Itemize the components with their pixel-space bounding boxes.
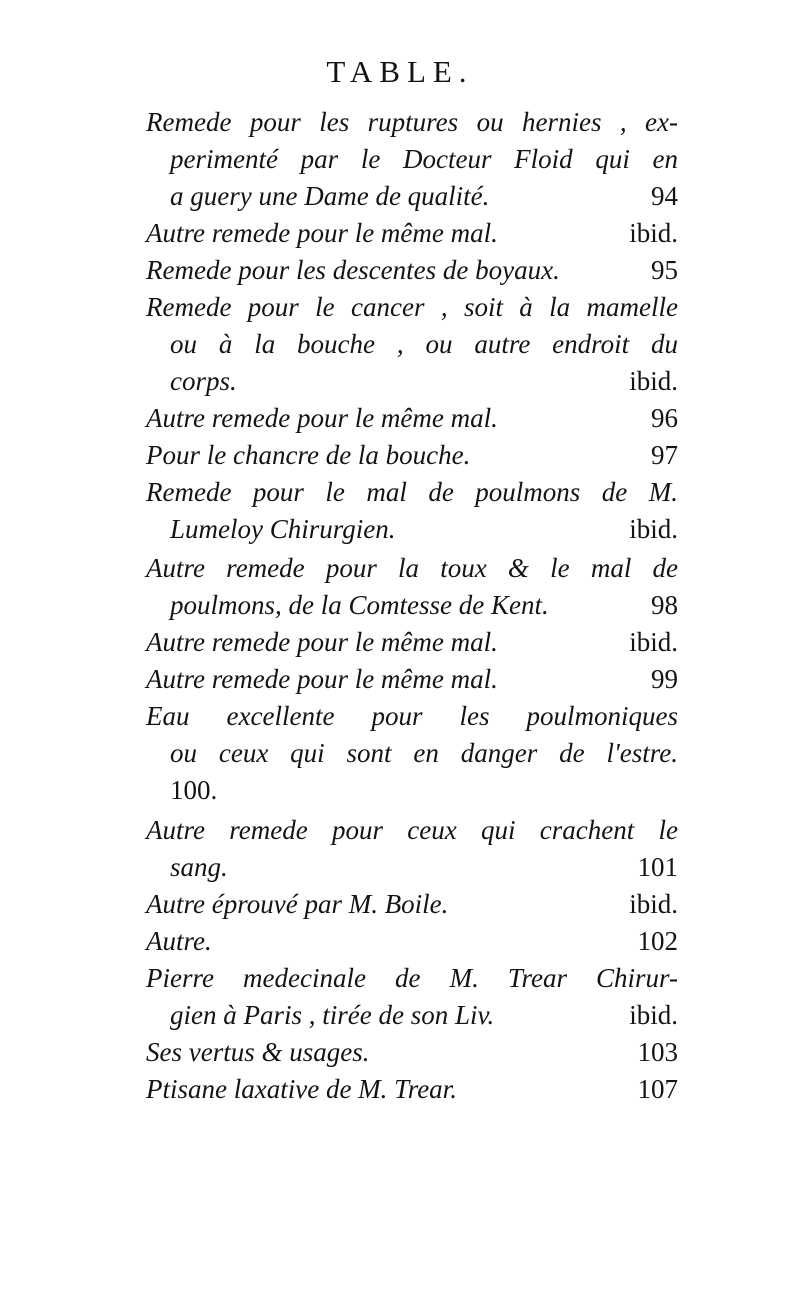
index-entry [146,215,678,251]
index-entry [146,661,678,697]
entry-text: Autre remede pour ceux qui crachent le [146,815,678,845]
entry-text: ou à la bouche , ou autre endroit du [170,329,678,359]
entry-page-number: 99 [651,664,678,694]
entry-page-number: ibid. [629,514,678,544]
index-entry [146,960,678,996]
entry-page-number: 98 [651,590,678,620]
entry-text: perimenté par le Docteur Floid qui en [170,144,678,174]
entry-page-number: 107 [637,1074,678,1104]
index-entry [170,849,678,885]
index-entry [146,474,678,510]
entry-page-number: 100. [170,775,218,805]
index-entry [170,997,678,1033]
entry-text: Ptisane laxative de M. Trear. [146,1074,457,1104]
entry-page-number: 103 [637,1037,678,1067]
entry-text: Autre remede pour le même mal. [146,218,498,248]
entry-text: sang. [170,852,228,882]
index-entry [170,735,678,771]
entry-page-number: 96 [651,403,678,433]
entry-text: poulmons, de la Comtesse de Kent. [170,590,549,620]
entry-page-number: 102 [637,926,678,956]
entry-text: Remede pour le mal de poulmons de M. [146,477,678,507]
index-entry [146,923,678,959]
index-entry [146,624,678,660]
index-entry [170,772,678,808]
entry-text: gien à Paris , tirée de son Liv. [170,1000,495,1030]
entry-text: Remede pour le cancer , soit à la mamelle [146,292,678,322]
index-entry [146,1034,678,1070]
entry-page-number: 95 [651,255,678,285]
index-entry [170,178,678,214]
index-entry [146,400,678,436]
entry-text: Autre remede pour le même mal. [146,627,498,657]
entry-page-number: 97 [651,440,678,470]
entry-page-number: ibid. [629,627,678,657]
index-entry [170,141,678,177]
entry-text: Ses vertus & usages. [146,1037,370,1067]
entry-page-number: 94 [651,181,678,211]
entry-text: Autre remede pour le même mal. [146,403,498,433]
index-entry [146,698,678,734]
entry-page-number: ibid. [629,218,678,248]
entry-text: Autre remede pour la toux & le mal de [146,553,678,583]
entry-page-number: 101 [637,852,678,882]
index-entry [170,363,678,399]
index-entry [146,1071,678,1107]
index-entry [170,326,678,362]
entry-text: corps. [170,366,237,396]
index-entry [146,437,678,473]
entry-page-number: ibid. [629,1000,678,1030]
entry-text: Autre remede pour le même mal. [146,664,498,694]
index-entry [146,550,678,586]
entry-text: Pierre medecinale de M. Trear Chirur- [146,963,678,993]
entry-text: a guery une Dame de qualité. [170,181,490,211]
index-entry [170,587,678,623]
entry-text: Remede pour les descentes de boyaux. [146,255,560,285]
entry-text: Eau excellente pour les poulmoniques [146,701,678,731]
index-entry [146,252,678,288]
entry-text: ou ceux qui sont en danger de l'estre. [170,738,678,768]
entry-text: Pour le chancre de la bouche. [146,440,471,470]
entry-text: Autre éprouvé par M. Boile. [146,889,449,919]
index-entry [146,812,678,848]
entry-page-number: ibid. [629,889,678,919]
index-entry [146,289,678,325]
index-entry [170,511,678,547]
entry-text: Remede pour les ruptures ou hernies , ex- [146,107,678,137]
page-heading: TABLE. [326,54,474,89]
index-entry [146,104,678,140]
entry-text: Lumeloy Chirurgien. [170,514,396,544]
entry-text: Autre. [146,926,212,956]
entry-page-number: ibid. [629,366,678,396]
index-entry [146,886,678,922]
